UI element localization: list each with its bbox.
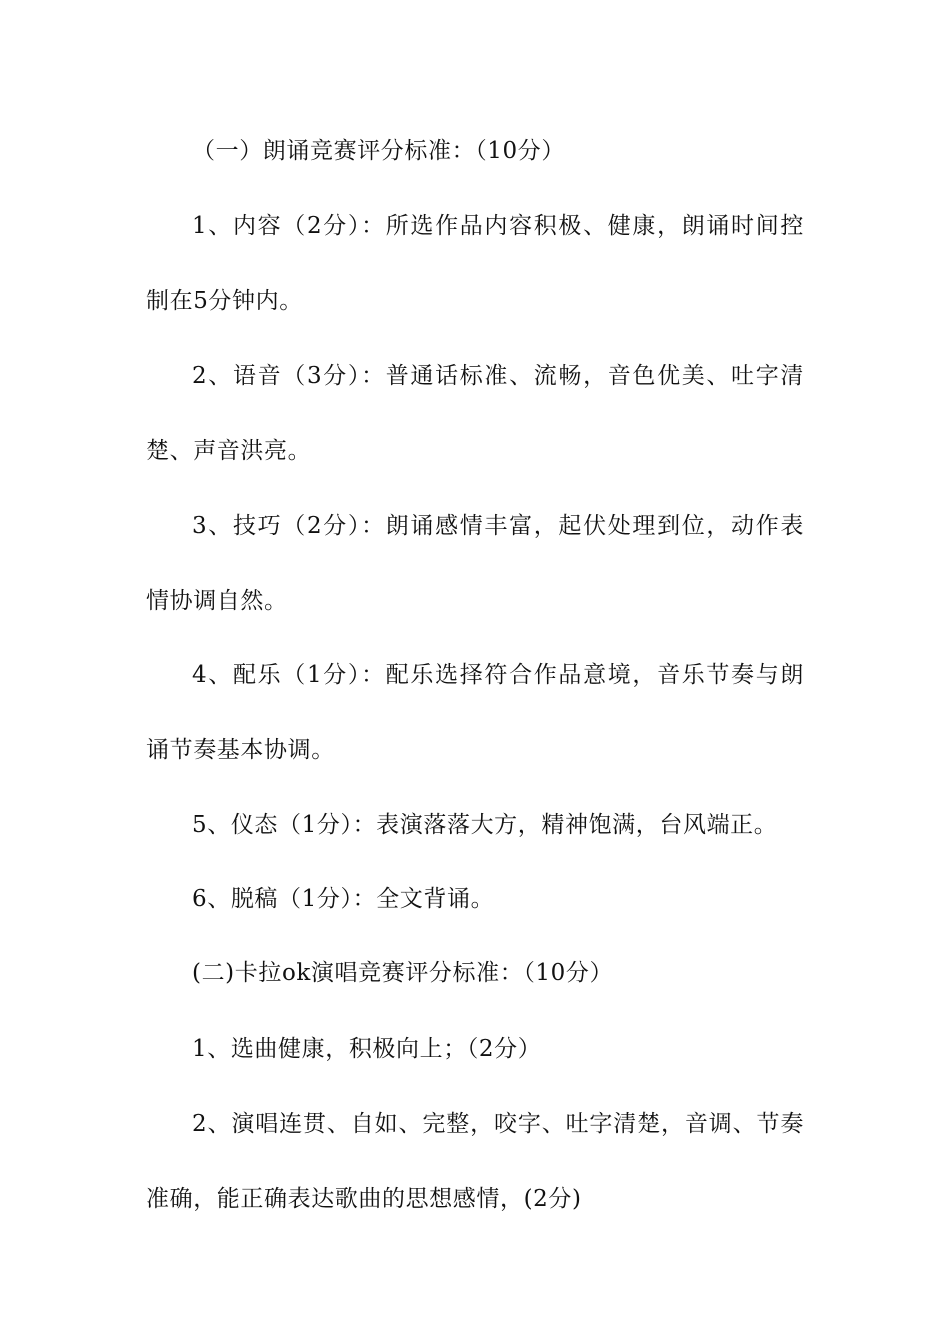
criterion-content-line-2: 制在5分钟内。	[146, 288, 303, 314]
criterion-memorization: 6、脱稿（1分）：全文背诵。	[192, 886, 495, 912]
karaoke-criterion-performance-line-2: 准确，能正确表达歌曲的思想感情，(2分)	[146, 1186, 582, 1212]
karaoke-criterion-performance-line-1: 2、演唱连贯、自如、完整，咬字、吐字清楚，音调、节奏	[192, 1111, 804, 1137]
criterion-manner: 5、仪态（1分）：表演落落大方，精神饱满，台风端正。	[192, 812, 778, 838]
section-heading-1: （一）朗诵竞赛评分标准：（10分）	[192, 138, 565, 164]
criterion-technique-line-1: 3、技巧（2分）：朗诵感情丰富，起伏处理到位，动作表	[192, 513, 804, 539]
criterion-music-line-1: 4、配乐（1分）：配乐选择符合作品意境，音乐节奏与朗	[192, 662, 804, 688]
criterion-content-line-1: 1、内容（2分）：所选作品内容积极、健康，朗诵时间控	[192, 213, 804, 239]
section-heading-2: (二)卡拉ok演唱竞赛评分标准：（10分）	[192, 960, 614, 986]
criterion-technique-line-2: 情协调自然。	[146, 588, 288, 614]
karaoke-criterion-song-choice: 1、选曲健康，积极向上；（2分）	[192, 1036, 542, 1062]
criterion-voice-line-2: 楚、声音洪亮。	[146, 438, 312, 464]
criterion-voice-line-1: 2、语音（3分）：普通话标准、流畅，音色优美、吐字清	[192, 363, 804, 389]
criterion-music-line-2: 诵节奏基本协调。	[146, 737, 335, 763]
